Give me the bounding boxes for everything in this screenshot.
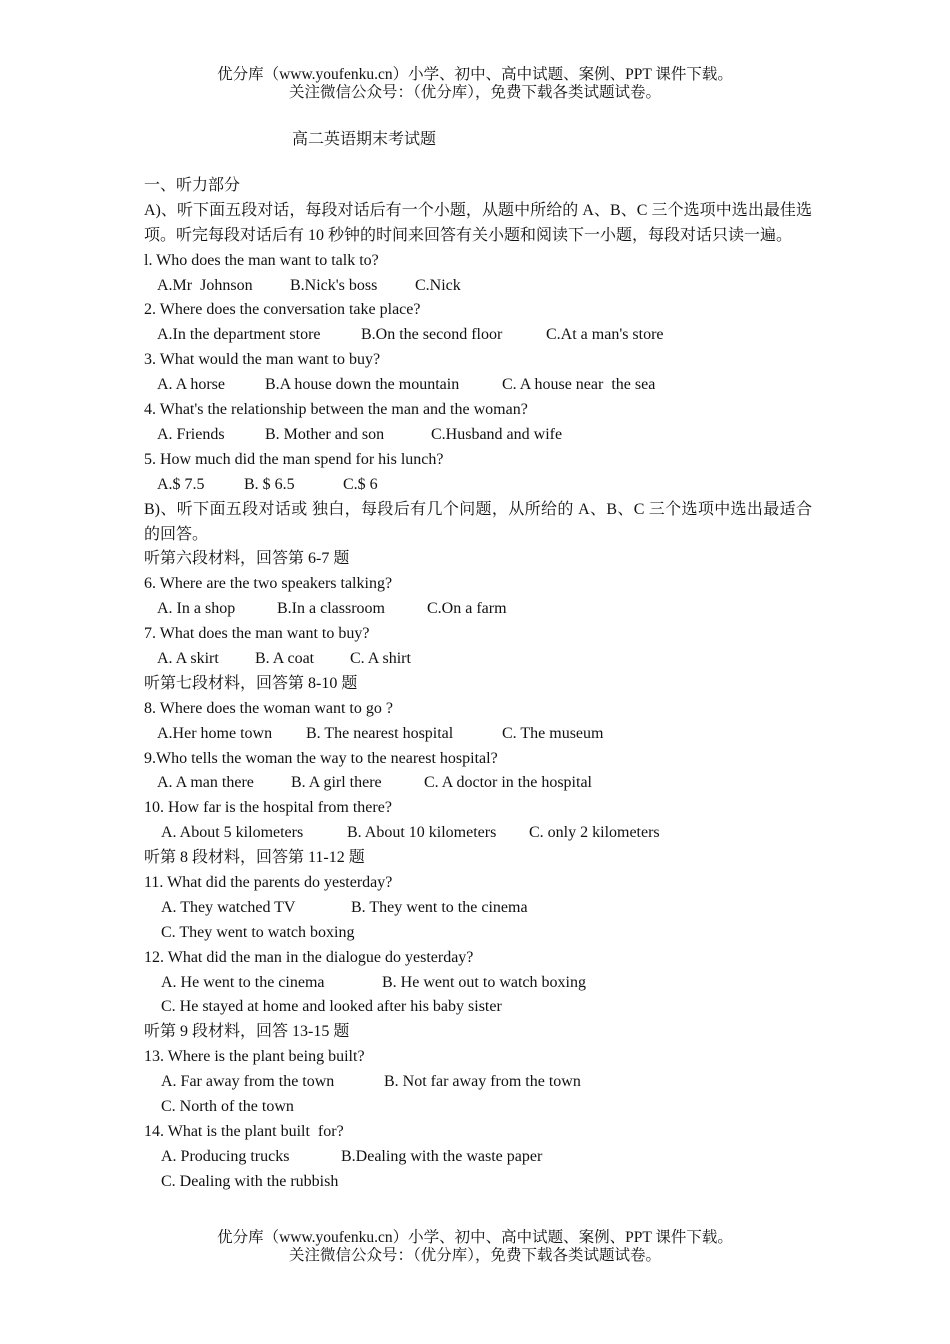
option-c: C.Nick xyxy=(415,276,461,294)
option-b: B.On the second floor xyxy=(361,326,503,344)
option-a: A. Friends xyxy=(157,425,225,443)
option-a: A.Her home town xyxy=(157,724,273,742)
option-b: B. He went out to watch boxing xyxy=(382,973,586,991)
option-b: B. A girl there xyxy=(291,774,382,792)
document-title: 高二英语期末考试题 xyxy=(292,131,437,148)
material-6-heading: 听第六段材料，回答第 6-7 题 xyxy=(144,550,350,568)
option-c: C. They went to watch boxing xyxy=(161,923,355,941)
option-c: C. A doctor in the hospital xyxy=(424,774,592,792)
options-11 xyxy=(144,896,812,921)
part-a-instructions: A)、听下面五段对话，每段对话后有一个小题，从题中所给的 A、B、C 三个选项中选出最佳选项。听完每段对话后有 10 秒钟的时间来回答有关小题和阅读下一小题，每段对话只读一遍。 xyxy=(144,201,812,244)
question-6: 6. Where are the two speakers talking? xyxy=(144,575,393,593)
question-2: 2. Where does the conversation take place? xyxy=(144,301,421,319)
options-10 xyxy=(144,821,812,846)
material-9-heading: 听第 9 段材料，回答 13-15 题 xyxy=(144,1023,350,1041)
option-b: B. $ 6.5 xyxy=(244,475,295,493)
option-c: C. He stayed at home and looked after his baby sister xyxy=(161,998,502,1016)
question-7: 7. What does the man want to buy? xyxy=(144,625,370,643)
options-14-c xyxy=(144,1170,812,1195)
option-a: A.Mr Johnson xyxy=(157,276,253,294)
footer-line-2: 关注微信公众号：（优分库），免费下载各类试题试卷。 xyxy=(288,1247,661,1264)
options-12 xyxy=(144,971,812,996)
option-c: C. Dealing with the rubbish xyxy=(161,1172,339,1190)
option-c: C. only 2 kilometers xyxy=(529,824,660,842)
header-line-1: 优分库（www.youfenku.cn）小学、初中、高中试题、案例、PPT 课件下载。 xyxy=(217,66,733,83)
options-14 xyxy=(144,1145,812,1170)
option-a: A. He went to the cinema xyxy=(161,973,325,991)
option-b: B. Mother and son xyxy=(265,425,385,443)
question-5: 5. How much did the man spend for his lunch? xyxy=(144,450,444,468)
option-b: B. A coat xyxy=(255,649,315,667)
option-b: B. About 10 kilometers xyxy=(347,824,497,842)
page-footer xyxy=(0,1229,950,1265)
options-1 xyxy=(144,274,812,299)
option-a: A. Far away from the town xyxy=(161,1073,335,1091)
page-header xyxy=(0,66,950,102)
options-5 xyxy=(144,473,812,498)
question-9: 9.Who tells the woman the way to the nearest hospital? xyxy=(144,749,498,767)
section-heading: 一、听力部分 xyxy=(144,177,241,194)
option-a: A. They watched TV xyxy=(161,898,296,916)
options-2 xyxy=(144,323,812,348)
options-8 xyxy=(144,722,812,747)
question-8: 8. Where does the woman want to go ? xyxy=(144,699,393,717)
header-line-2: 关注微信公众号：（优分库），免费下载各类试题试卷。 xyxy=(288,84,661,101)
question-12: 12. What did the man in the dialogue do yesterday? xyxy=(144,948,474,966)
option-c: C. A shirt xyxy=(350,649,411,667)
option-a: A. In a shop xyxy=(157,600,236,618)
option-a: A. A man there xyxy=(157,774,254,792)
option-c: C.At a man's store xyxy=(546,326,664,344)
option-c: C. The museum xyxy=(502,724,604,742)
options-3 xyxy=(144,373,812,398)
options-9 xyxy=(144,771,812,796)
option-b: B.A house down the mountain xyxy=(265,376,460,394)
option-a: A.$ 7.5 xyxy=(157,475,205,493)
options-11-c xyxy=(144,921,812,946)
options-12-c xyxy=(144,995,812,1020)
footer-line-1: 优分库（www.youfenku.cn）小学、初中、高中试题、案例、PPT 课件下载。 xyxy=(217,1229,733,1246)
option-a: A. A skirt xyxy=(157,649,219,667)
question-4: 4. What's the relationship between the man and the woman? xyxy=(144,401,528,419)
question-10: 10. How far is the hospital from there? xyxy=(144,799,392,817)
option-a: A. A horse xyxy=(157,376,225,394)
options-4 xyxy=(144,423,812,448)
options-13 xyxy=(144,1070,812,1095)
option-b: B. The nearest hospital xyxy=(306,724,454,742)
part-b-instructions: B)、听下面五段对话或 独白，每段后有几个问题，从所给的 A、B、C 三个选项中选出最适合的回答。 xyxy=(144,500,812,543)
option-c: C.Husband and wife xyxy=(431,425,563,443)
option-a: A. Producing trucks xyxy=(161,1147,290,1165)
material-8-heading: 听第 8 段材料，回答第 11-12 题 xyxy=(144,849,365,867)
option-b: B.Dealing with the waste paper xyxy=(341,1147,543,1165)
option-b: B.Nick's boss xyxy=(290,276,378,294)
question-13: 13. Where is the plant being built? xyxy=(144,1048,365,1066)
question-1: l. Who does the man want to talk to? xyxy=(144,251,379,269)
question-14: 14. What is the plant built for? xyxy=(144,1122,344,1140)
option-a: A. About 5 kilometers xyxy=(161,824,304,842)
option-c: C.On a farm xyxy=(427,600,507,618)
options-13-c xyxy=(144,1095,812,1120)
material-7-heading: 听第七段材料，回答第 8-10 题 xyxy=(144,674,358,692)
option-c: C.$ 6 xyxy=(343,475,378,493)
options-7 xyxy=(144,647,812,672)
option-a: A.In the department store xyxy=(157,326,321,344)
option-c: C. North of the town xyxy=(161,1098,294,1116)
exam-content xyxy=(144,174,812,1195)
options-6 xyxy=(144,597,812,622)
question-3: 3. What would the man want to buy? xyxy=(144,351,381,369)
option-c: C. A house near the sea xyxy=(502,376,656,394)
option-b: B. Not far away from the town xyxy=(384,1073,581,1091)
option-b: B. They went to the cinema xyxy=(351,898,528,916)
question-11: 11. What did the parents do yesterday? xyxy=(144,874,393,891)
option-b: B.In a classroom xyxy=(277,600,385,618)
